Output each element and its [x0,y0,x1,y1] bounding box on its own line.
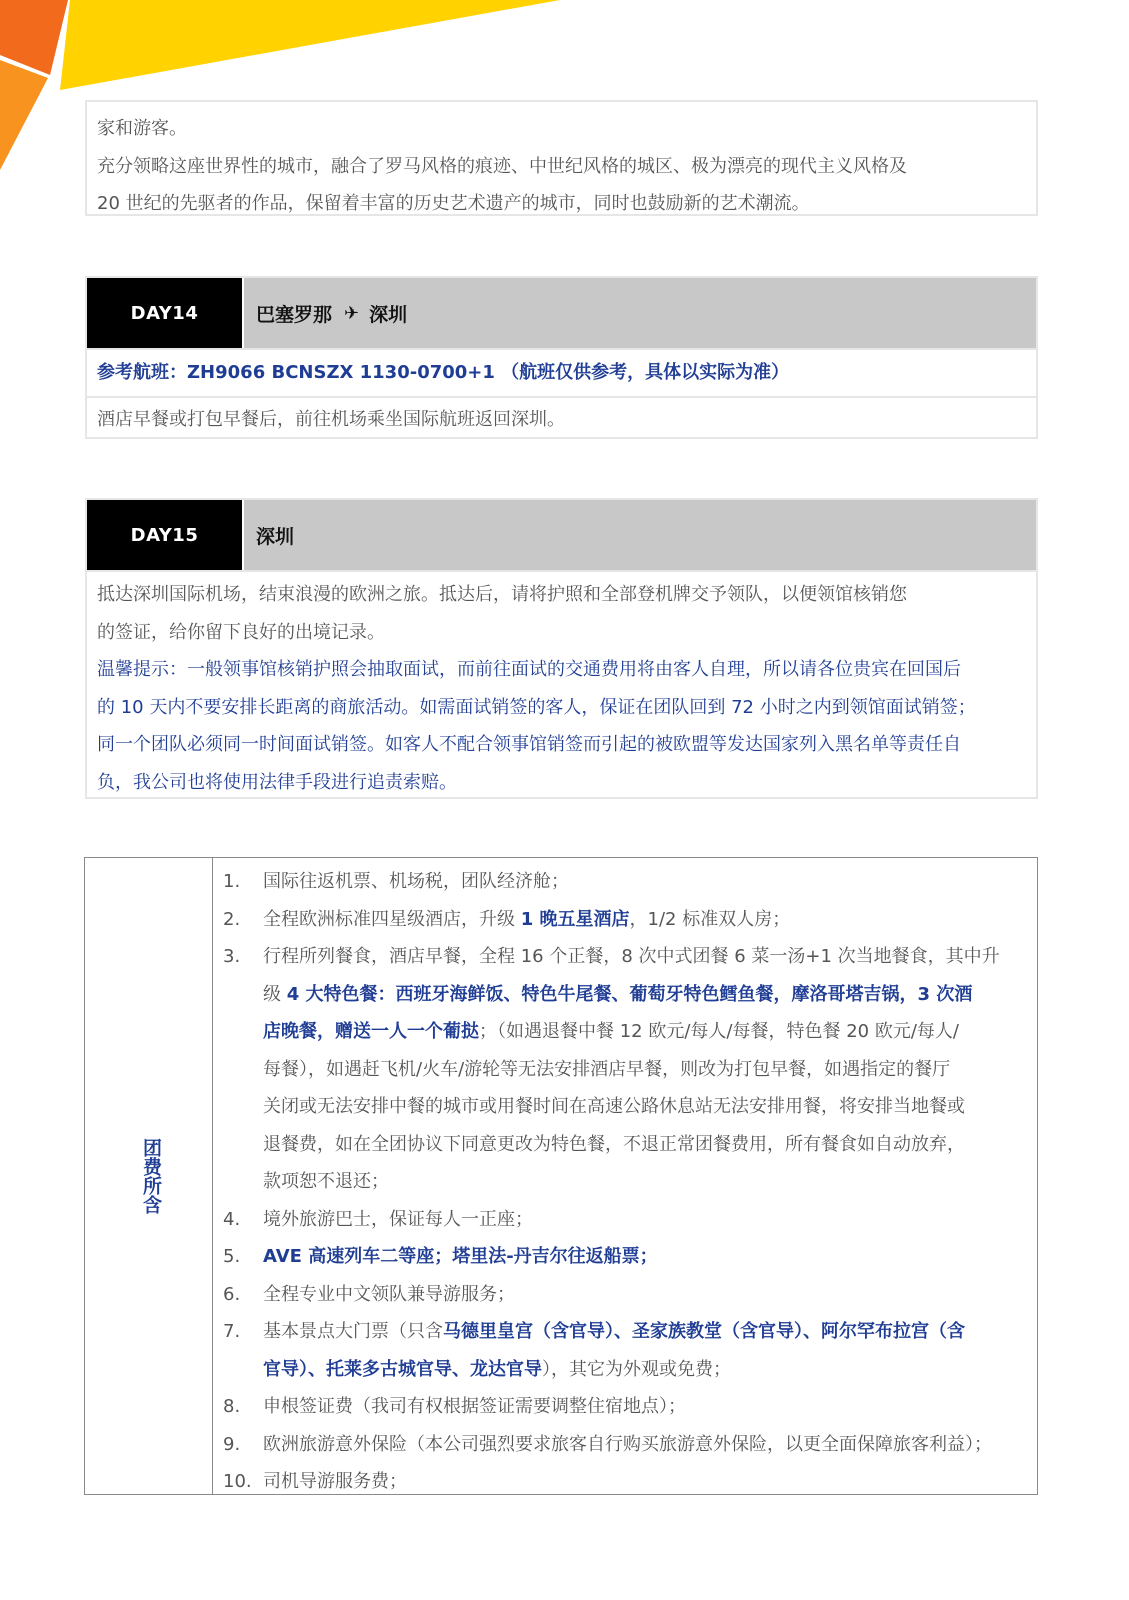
intro-line: 充分领略这座世界性的城市，融合了罗马风格的痕迹、中世纪风格的城区、极为漂亮的现代主义风格及 [97,155,907,177]
fee-item-text [263,1351,1029,1389]
fee-item-text [263,1051,1029,1089]
day14-flight-info: 参考航班：ZH9066 BCNSZX 1130-0700+1 （航班仅供参考，具体以实际为准） [87,350,1036,398]
day14-header [87,278,1036,350]
fee-plain-text: 司机导游服务费； [263,1471,407,1492]
day15-section [85,498,1038,799]
fee-item-text [263,1126,1029,1164]
fee-plain-text: 关闭或无法安排中餐的城市或用餐时间在高速公路休息站无法安排用餐，将安排当地餐或 [263,1096,965,1117]
airplane-icon: ✈ [344,302,360,324]
fee-item-text [263,863,1029,901]
day14-description: 酒店早餐或打包早餐后，前往机场乘坐国际航班返回深圳。 [97,409,565,430]
day14-section [85,276,1038,439]
fee-plain-text: 全程欧洲标准四星级酒店，升级 [263,908,521,930]
fee-plain-text: 欧洲旅游意外保险（本公司强烈要求旅客自行购买旅游意外保险，以更全面保障旅客利益）； [263,1433,992,1455]
fee-plain-text: ；（如遇退餐中餐 12 欧元/每人/每餐，特色餐 20 欧元/每人/ [479,1021,959,1042]
fee-item-text [263,976,1029,1014]
fee-highlight-text: AVE 高速列车二等座；塔里法-丹吉尔往返船票； [263,1246,658,1267]
fee-item-number: 4. [223,1208,241,1230]
fee-highlight-text: 马德里皇宫（含官导）、圣家族教堂（含官导）、阿尔罕布拉宫（含 [443,1321,965,1342]
fee-plain-text: 基本景点大门票（只含 [263,1321,443,1342]
fee-item-line [221,976,1029,1014]
fee-plain-text: 退餐费，如在全团协议下同意更改为特色餐，不退正常团餐费用，所有餐食如自动放弃， [263,1133,965,1155]
fee-item-number: 3. [223,946,241,967]
banner-yellow-shape [60,0,560,90]
fee-plain-text: 国际往返机票、机场税，团队经济舱； [263,871,569,892]
fee-item-number: 7. [223,1321,241,1342]
fee-item-number [221,1351,263,1389]
fee-plain-text: 申根签证费（我司有权根据签证需要调整住宿地点）； [263,1396,686,1417]
fee-item-number: 8. [223,1396,241,1417]
fee-item-line [221,1013,1029,1051]
fee-item-text [263,1013,1029,1051]
day15-tip-line: 温馨提示：一般领事馆核销护照会抽取面试，而前往面试的交通费用将由客人自理，所以请各位贵宾在回国后 [97,659,961,680]
fee-item-text [263,1163,1029,1201]
fee-plain-text: 境外旅游巴士，保证每人一正座； [263,1208,533,1230]
day15-label: DAY15 [87,500,242,570]
fee-plain-text: ），其它为外观或免费； [542,1358,731,1380]
fee-item-number [221,976,263,1014]
fee-item-line [221,1238,1029,1276]
fee-plain-text: ，1/2 标准双人房； [629,908,791,930]
fee-item-text [263,1313,1029,1351]
day15-desc-line: 的签证，给你留下良好的出境记录。 [97,621,385,643]
fee-plain-text: 级 [263,983,287,1005]
fee-item-number [221,1088,263,1126]
fee-item-number: 10. [223,1471,252,1492]
fee-item-line [221,1051,1029,1089]
fees-label-cell [85,858,213,1494]
fee-item-line [221,901,1029,939]
banner-orange-lower-shape [0,60,48,170]
day15-desc-line: 抵达深圳国际机场，结束浪漫的欧洲之旅。抵达后，请将护照和全部登机牌交予领队，以便领馆核销您 [97,584,907,605]
fee-item-line [221,1163,1029,1201]
fee-plain-text: 全程专业中文领队兼导游服务； [263,1283,515,1305]
fee-item-number: 9. [223,1433,241,1455]
fee-item-number [221,1051,263,1089]
fees-included-table [84,857,1038,1495]
fee-item-text [263,1463,1029,1501]
fees-list [213,858,1037,1494]
fee-item-text [263,1088,1029,1126]
fees-label: 团费所含 [140,1138,162,1214]
day15-description [87,572,1036,801]
fee-item-line [221,863,1029,901]
fee-plain-text: 每餐），如遇赶飞机/火车/游轮等无法安排酒店早餐，则改为打包早餐，如遇指定的餐厅 [263,1058,951,1080]
fee-item-text [263,938,1029,976]
fee-item-line [221,1351,1029,1389]
fee-item-line [221,1463,1029,1501]
day14-label: DAY14 [87,278,242,348]
fee-plain-text: 款项恕不退还； [263,1171,389,1192]
intro-line: 20 世纪的先驱者的作品，保留着丰富的历史艺术遗产的城市，同时也鼓励新的艺术潮流。 [97,193,810,214]
day14-from: 巴塞罗那 [256,303,333,326]
fee-item-line [221,1088,1029,1126]
day15-tip-line: 同一个团队必须同一时间面试销签。如客人不配合领事馆销签而引起的被欧盟等发达国家列入黑名单等责任自 [97,734,961,755]
fee-item-number: 1. [223,871,241,892]
fee-item-line [221,1201,1029,1239]
fee-highlight-text: 店晚餐，赠送一人一个葡挞 [263,1021,479,1042]
fee-item-text [263,1388,1029,1426]
fee-highlight-text: 1 晚五星酒店 [520,908,630,930]
day15-tip-line: 负，我公司也将使用法律手段进行追责索赔。 [97,771,457,793]
intro-section [85,100,1038,216]
fee-plain-text: 行程所列餐食，酒店早餐，全程 16 个正餐，8 次中式团餐 6 菜一汤+1 次当地餐食，其中升 [263,946,1000,967]
fee-item-number [221,1163,263,1201]
day15-title: 深圳 [244,500,1036,570]
fee-highlight-text: 4 大特色餐：西班牙海鲜饭、特色牛尾餐、葡萄牙特色鳕鱼餐，摩洛哥塔吉锅，3 次酒 [286,983,973,1005]
fee-item-line [221,1313,1029,1351]
fee-highlight-text: 官导）、托莱多古城官导、龙达官导 [263,1358,542,1380]
day15-tip-line: 的 10 天内不要安排长距离的商旅活动。如需面试销签的客人，保证在团队回到 72 小时之内到领馆面试销签； [97,696,976,718]
fee-item-line [221,938,1029,976]
fee-item-line [221,1276,1029,1314]
fee-item-number: 6. [223,1283,241,1305]
fee-item-text [263,1426,1029,1464]
fee-item-text [263,1238,1029,1276]
fee-item-number [221,1013,263,1051]
fee-item-number [221,1126,263,1164]
fee-item-number: 2. [223,908,241,930]
fee-item-line [221,1388,1029,1426]
fee-item-text [263,1276,1029,1314]
day15-header [87,500,1036,572]
day14-title [244,278,1036,348]
fee-item-text [263,1201,1029,1239]
fee-item-line [221,1426,1029,1464]
intro-line: 家和游客。 [97,118,187,139]
day14-to: 深圳 [369,303,408,326]
fee-item-text [263,901,1029,939]
fee-item-line [221,1126,1029,1164]
banner-orange-shape [0,0,68,75]
fee-item-number: 5. [223,1246,241,1267]
